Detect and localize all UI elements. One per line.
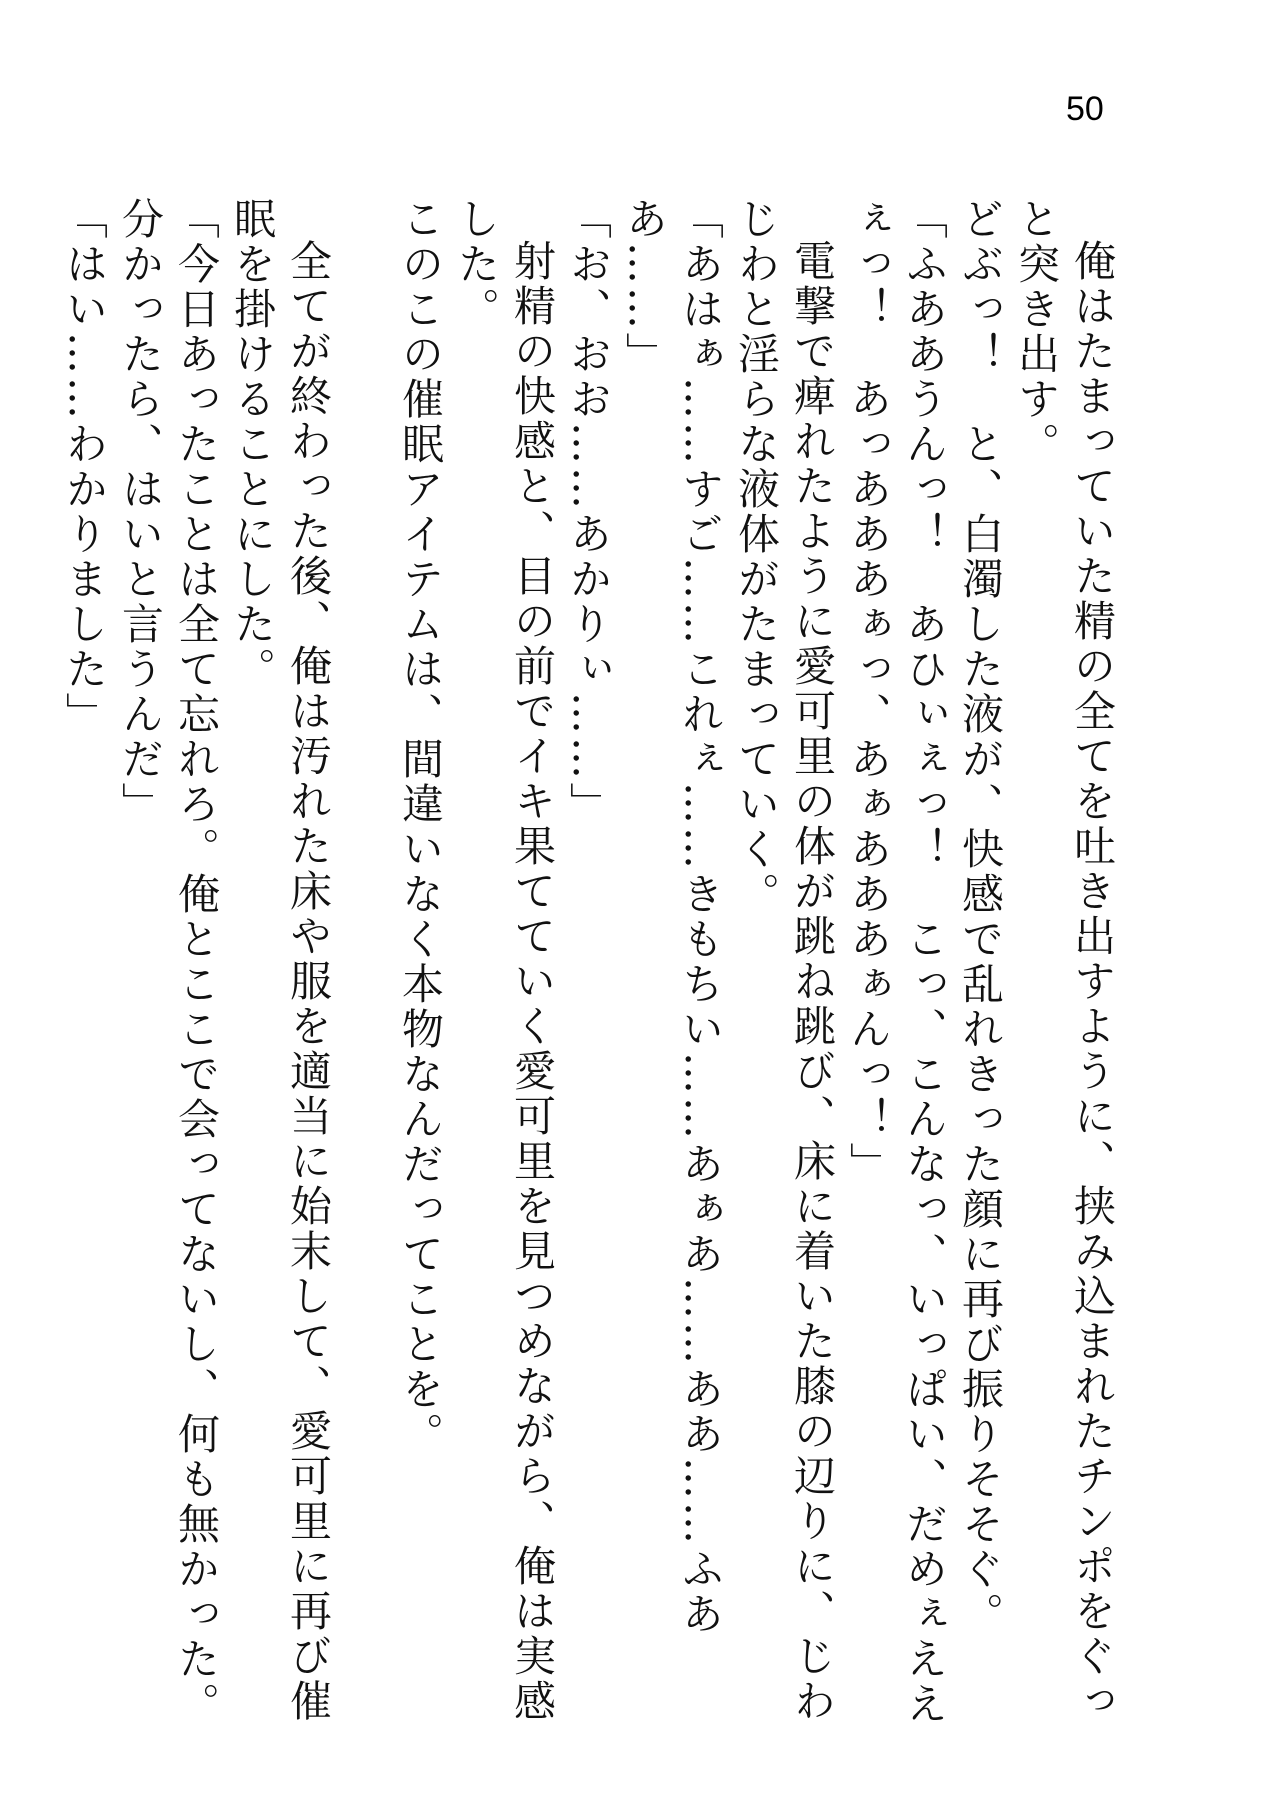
paragraph: 全てが終わった後、俺は汚れた床や服を適当に始末して、愛可里に再び催眠を掛けることにした。 (228, 197, 333, 1724)
dialogue-line: 「あはぁ……すご……これぇ……きもちい……あぁあ……ああ……ふああ……」 (620, 197, 725, 1637)
dialogue-line: 「ふああうんっ！ あひぃぇっ！ こっ、こんなっ、いっぱい、だめぇええぇっ！ あっあああぁっ、あぁあああぁんっ！」 (844, 197, 949, 1727)
paragraph: このこの催眠アイテムは、間違いなく本物なんだってことを。 (396, 197, 445, 1457)
dialogue-line: 「お、おお……あかりぃ……」 (564, 197, 613, 827)
page-number: 50 (1066, 90, 1104, 128)
dialogue-line: 「今日あったことは全て忘れろ。俺とここで会ってないし、何も無かった。分かったら、はいと言うんだ」 (116, 197, 221, 1727)
dialogue-line: 「はい……わかりました」 (60, 197, 109, 737)
paragraph: 電撃で痺れたように愛可里の体が跳ね跳び、床に着いた膝の辺りに、じわじわと淫らな液体がたまっていく。 (732, 197, 837, 1724)
paragraph: 俺はたまっていた精の全てを吐き出すように、挟み込まれたチンポをぐっと突き出す。 (1012, 197, 1117, 1724)
paragraph: どぶっ！ と、白濁した液が、快感で乱れきった顔に再び振りそそぐ。 (956, 197, 1005, 1637)
paragraph: 射精の快感と、目の前でイキ果てていく愛可里を見つめながら、俺は実感した。 (452, 197, 557, 1724)
body-text (60, 197, 1120, 1737)
